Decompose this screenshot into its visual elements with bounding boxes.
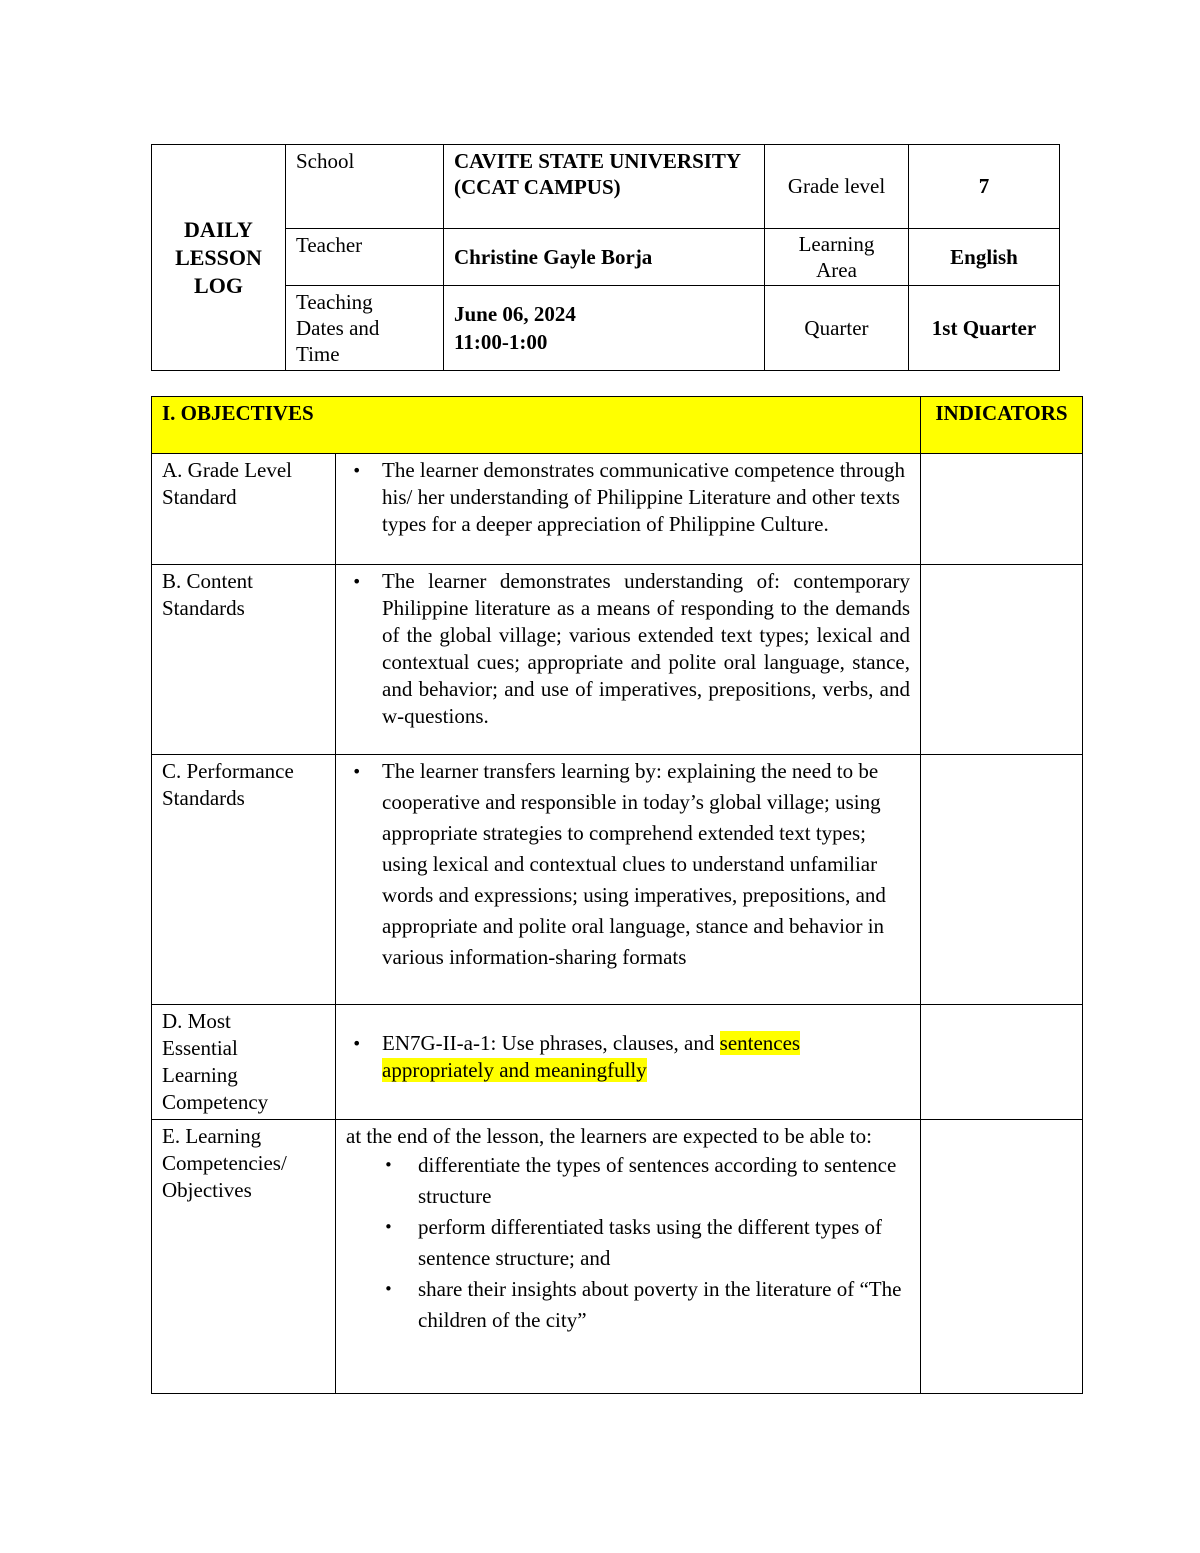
grade-level-standard-label: A. Grade Level Standard — [152, 454, 336, 565]
learning-objectives-cell — [336, 1120, 921, 1394]
teacher-value: Christine Gayle Borja — [444, 229, 765, 286]
grade-level-indicator — [921, 454, 1083, 565]
melc-label: D. Most Essential Learning Competency — [152, 1005, 336, 1120]
grade-level-standard-cell — [336, 454, 921, 565]
objectives-table — [151, 396, 1083, 1394]
date-value: June 06, 2024 — [454, 302, 576, 326]
grade-level-standard-text: • The learner demonstrates communicative competence through his/ her understanding of Philippine Literature and other texts types for a deeper appreciation of Philippine Culture. — [382, 457, 910, 538]
grade-value: 7 — [909, 145, 1060, 229]
melc-indicator — [921, 1005, 1083, 1120]
quarter-value: 1st Quarter — [909, 286, 1060, 371]
melc-text-highlight: sentences appropriately and meaningfully — [382, 1030, 801, 1082]
melc-cell — [336, 1005, 921, 1120]
melc-text-plain: EN7G-II-a-1: Use phrases, clauses, and — [382, 1030, 720, 1055]
performance-standards-label: C. Performance Standards — [152, 755, 336, 1005]
performance-standards-cell — [336, 755, 921, 1005]
content-standards-cell — [336, 565, 921, 755]
date-time-value — [444, 286, 765, 371]
quarter-label: Quarter — [765, 286, 909, 371]
learning-objectives-label: E. Learning Competencies/ Objectives — [152, 1120, 336, 1394]
lesson-header-table — [151, 144, 1060, 371]
melc-text — [382, 1030, 910, 1084]
objective-item: • share their insights about poverty in the literature of “The children of the city” — [418, 1274, 910, 1336]
objectives-heading: I. OBJECTIVES — [152, 397, 921, 454]
log-title: DAILY LESSON LOG — [152, 145, 286, 371]
time-value: 11:00-1:00 — [454, 330, 548, 354]
objective-item: • differentiate the types of sentences according to sentence structure — [418, 1150, 910, 1212]
dates-label: Teaching Dates and Time — [286, 286, 444, 371]
area-value: English — [909, 229, 1060, 286]
school-value: CAVITE STATE UNIVERSITY (CCAT CAMPUS) — [444, 145, 765, 229]
performance-standards-text: • The learner transfers learning by: explaining the need to be cooperative and responsible in today’s global village; using appropriate strategies to comprehend extended text types; using lexical and contextual clues to understand unfamiliar words and expressions; using imperatives, prepositions, and appropriate and polite oral language, stance and behavior in various information-sharing formats — [382, 756, 910, 973]
content-standards-text: • The learner demonstrates understanding of: contemporary Philippine literature as a means of responding to the demands of the global village; various extended text types; lexical and contextual cues; appropriate and polite oral language, stance, and behavior; and use of imperatives, prepositions, verbs, and w-questions. — [382, 568, 910, 730]
learning-objectives-indicator — [921, 1120, 1083, 1394]
indicators-heading: INDICATORS — [921, 397, 1083, 454]
learning-objectives-intro: at the end of the lesson, the learners are expected to be able to: — [346, 1124, 872, 1148]
teacher-label: Teacher — [286, 229, 444, 286]
content-indicator — [921, 565, 1083, 755]
objective-item: • perform differentiated tasks using the different types of sentence structure; and — [418, 1212, 910, 1274]
school-label: School — [286, 145, 444, 229]
content-standards-label: B. Content Standards — [152, 565, 336, 755]
area-label: Learning Area — [765, 229, 909, 286]
performance-indicator — [921, 755, 1083, 1005]
grade-label: Grade level — [765, 145, 909, 229]
